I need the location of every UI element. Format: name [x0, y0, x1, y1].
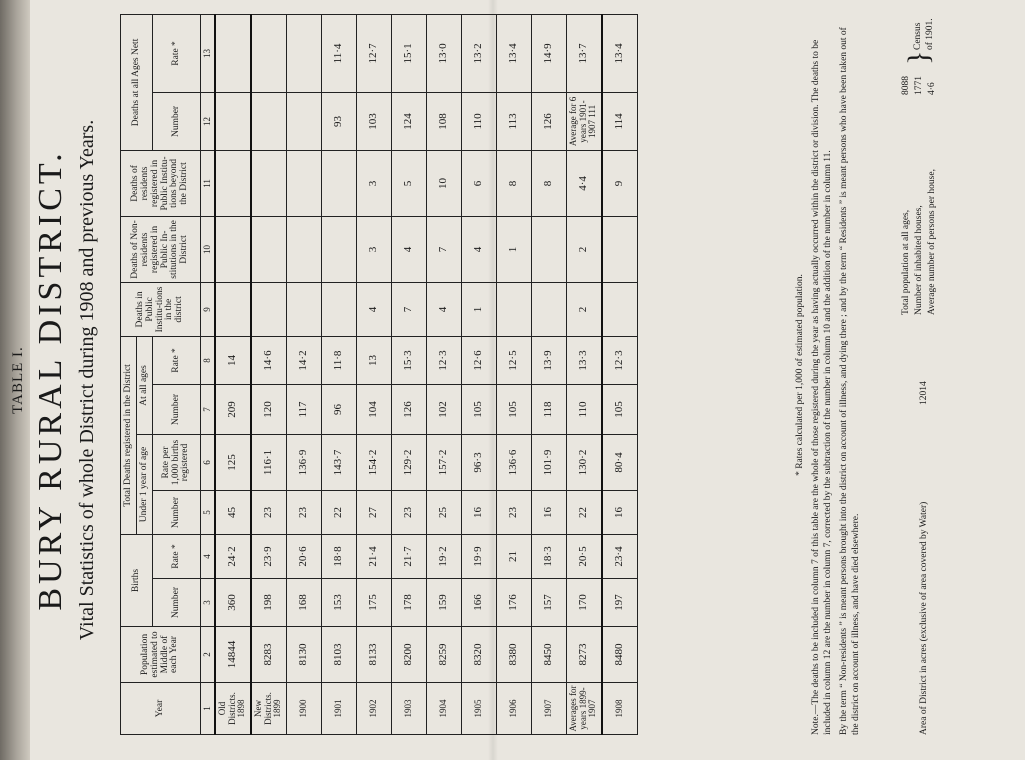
table-row	[461, 14, 496, 734]
cell-b-rate: 24·2	[215, 534, 251, 578]
cell-u-num: 45	[215, 490, 251, 534]
cell-n-num: 108	[426, 92, 461, 150]
cell-n-rate: 15·1	[391, 14, 426, 92]
cell-b-rate: 23·9	[251, 534, 287, 578]
cell-pop: 8200	[391, 627, 426, 683]
cell-u-rate: 143·7	[321, 434, 356, 490]
column-number: 8	[201, 336, 215, 384]
cell-d11: 6	[461, 150, 496, 216]
cell-year: New Districts. 1899	[251, 683, 287, 735]
vital-statistics-table	[120, 14, 638, 735]
cell-a-rate: 13·3	[566, 336, 602, 384]
cell-u-num: 27	[356, 490, 391, 534]
cell-u-num: 22	[566, 490, 602, 534]
header-under1-number: Number	[153, 490, 201, 534]
header-births: Births	[121, 534, 153, 626]
cell-d11: 8	[531, 150, 566, 216]
cell-n-rate	[286, 14, 321, 92]
cell-u-rate: 116·1	[251, 434, 287, 490]
cell-d10	[321, 216, 356, 282]
header-year: Year	[121, 683, 201, 735]
cell-u-num: 23	[496, 490, 531, 534]
cell-b-num: 197	[602, 579, 638, 627]
cell-n-rate: 13·0	[426, 14, 461, 92]
cell-d10	[215, 216, 251, 282]
cell-u-num: 25	[426, 490, 461, 534]
cell-year: 1908	[602, 683, 638, 735]
header-allages-number: Number	[153, 384, 201, 434]
cell-d9: 4	[356, 282, 391, 336]
cell-u-rate: 125	[215, 434, 251, 490]
column-number: 10	[201, 216, 215, 282]
cell-d11: 3	[356, 150, 391, 216]
header-deaths-residents: Deaths of residents registered in Public Institu-tions beyond the District	[121, 150, 201, 216]
cell-u-num: 23	[286, 490, 321, 534]
cell-pop: 8283	[251, 627, 287, 683]
cell-d11: 5	[391, 150, 426, 216]
cell-year: 1902	[356, 683, 391, 735]
cell-n-num: 126	[531, 92, 566, 150]
census-note: Census of 1901.	[913, 18, 936, 50]
cell-d9: 2	[566, 282, 602, 336]
cell-n-num: 114	[602, 92, 638, 150]
cell-a-num: 102	[426, 384, 461, 434]
table-row	[531, 14, 566, 734]
cell-a-num: 118	[531, 384, 566, 434]
cell-d11	[215, 150, 251, 216]
cell-b-num: 176	[496, 579, 531, 627]
header-allages-rate: Rate *	[153, 336, 201, 384]
cell-n-rate: 14·9	[531, 14, 566, 92]
cell-d11: 8	[496, 150, 531, 216]
houses-value: 1771	[914, 76, 924, 95]
column-number: 2	[201, 627, 215, 683]
cell-u-num: 23	[391, 490, 426, 534]
header-nett-number: Number	[153, 92, 201, 150]
cell-u-rate: 136·6	[496, 434, 531, 490]
cell-n-rate: 13·7	[566, 14, 602, 92]
column-number: 9	[201, 282, 215, 336]
cell-year: 1906	[496, 683, 531, 735]
cell-u-rate: 130·2	[566, 434, 602, 490]
header-at-all-ages: At all ages	[137, 336, 153, 434]
cell-b-rate: 23·4	[602, 534, 638, 578]
document-title: BURY RURAL DISTRICT.	[32, 149, 69, 611]
cell-d9: 7	[391, 282, 426, 336]
cell-d10: 3	[356, 216, 391, 282]
header-births-number: Number	[153, 579, 201, 627]
cell-a-rate: 12·3	[426, 336, 461, 384]
cell-d11	[251, 150, 287, 216]
column-number: 4	[201, 534, 215, 578]
table-row	[321, 14, 356, 734]
cell-a-rate: 12·5	[496, 336, 531, 384]
cell-d9	[602, 282, 638, 336]
column-number: 3	[201, 579, 215, 627]
cell-year: 1903	[391, 683, 426, 735]
cell-n-rate: 13·2	[461, 14, 496, 92]
cell-pop: 8320	[461, 627, 496, 683]
table-row	[426, 14, 461, 734]
cell-a-num: 117	[286, 384, 321, 434]
cell-b-num: 168	[286, 579, 321, 627]
cell-b-rate: 21·4	[356, 534, 391, 578]
cell-pop: 14844	[215, 627, 251, 683]
table-row	[251, 14, 287, 734]
cell-year: 1904	[426, 683, 461, 735]
column-number: 5	[201, 490, 215, 534]
brace-glyph: }	[902, 50, 935, 65]
column-number: 1	[201, 683, 215, 735]
cell-d9	[286, 282, 321, 336]
cell-b-num: 157	[531, 579, 566, 627]
cell-d10	[531, 216, 566, 282]
table-row	[496, 14, 531, 734]
cell-a-num: 120	[251, 384, 287, 434]
census-block	[900, 15, 939, 315]
area-value: 12014	[919, 381, 929, 405]
cell-d10: 2	[566, 216, 602, 282]
rates-footnote: * Rates calculated per 1,000 of estimated population.	[795, 274, 805, 476]
cell-n-num: 124	[391, 92, 426, 150]
cell-n-rate	[251, 14, 287, 92]
cell-u-num: 16	[602, 490, 638, 534]
cell-d11	[321, 150, 356, 216]
column-number: 11	[201, 150, 215, 216]
table-row	[215, 14, 251, 734]
cell-year: Averages for years 1899-1907	[566, 683, 602, 735]
cell-d9	[251, 282, 287, 336]
cell-pop: 8103	[321, 627, 356, 683]
cell-d9	[321, 282, 356, 336]
cell-a-num: 105	[602, 384, 638, 434]
cell-u-rate: 129·2	[391, 434, 426, 490]
cell-b-rate: 19·9	[461, 534, 496, 578]
cell-a-num: 96	[321, 384, 356, 434]
cell-b-num: 166	[461, 579, 496, 627]
cell-d9: 1	[461, 282, 496, 336]
cell-b-rate: 20·5	[566, 534, 602, 578]
cell-b-rate: 21	[496, 534, 531, 578]
column-number: 12	[201, 92, 215, 150]
header-deaths-nonresidents: Deaths of Non-residents registered in Public In-stitutions in the District	[121, 216, 201, 282]
column-number: 7	[201, 384, 215, 434]
cell-d10: 4	[391, 216, 426, 282]
table-label: TABLE I.	[10, 346, 26, 414]
cell-b-num: 175	[356, 579, 391, 627]
cell-pop: 8480	[602, 627, 638, 683]
cell-d10	[251, 216, 287, 282]
table-row	[356, 14, 391, 734]
cell-n-num	[286, 92, 321, 150]
cell-b-rate: 20·6	[286, 534, 321, 578]
cell-d9	[531, 282, 566, 336]
cell-b-rate: 19·2	[426, 534, 461, 578]
cell-pop: 8259	[426, 627, 461, 683]
cell-d11: 10	[426, 150, 461, 216]
cell-b-num: 153	[321, 579, 356, 627]
cell-b-num: 178	[391, 579, 426, 627]
cell-u-num: 16	[461, 490, 496, 534]
cell-a-rate: 14·2	[286, 336, 321, 384]
header-under1-rate: Rate per 1,000 births registered	[153, 434, 201, 490]
cell-d11	[286, 150, 321, 216]
cell-year: 1900	[286, 683, 321, 735]
cell-a-num: 104	[356, 384, 391, 434]
cell-a-rate: 13·9	[531, 336, 566, 384]
cell-n-rate: 12·7	[356, 14, 391, 92]
table-row	[286, 14, 321, 734]
cell-d9	[215, 282, 251, 336]
cell-year: 1905	[461, 683, 496, 735]
cell-n-num: 93	[321, 92, 356, 150]
cell-d10: 7	[426, 216, 461, 282]
cell-n-num	[251, 92, 287, 150]
cell-d10: 1	[496, 216, 531, 282]
cell-d9	[496, 282, 531, 336]
header-births-rate: Rate *	[153, 534, 201, 578]
cell-n-num	[215, 92, 251, 150]
cell-u-rate: 157·2	[426, 434, 461, 490]
header-population: Population estimated to Middle of each Year	[121, 627, 201, 683]
total-pop-value: 8088	[901, 76, 911, 95]
cell-n-rate	[215, 14, 251, 92]
cell-d10	[602, 216, 638, 282]
note-columns: Note.—The deaths to be included in column 7 of this table are the whole of those registered during the year as having actually occurred within the district or division. The deaths to be included in column 12 are the number in column 7, corrected by the subtraction of the number in column 10 and the addition of the number in column 11.	[810, 39, 833, 735]
cell-n-num: 103	[356, 92, 391, 150]
houses-label: Number of inhabited houses,	[914, 205, 924, 315]
cell-pop: 8133	[356, 627, 391, 683]
cell-pop: 8380	[496, 627, 531, 683]
cell-n-rate: 11·4	[321, 14, 356, 92]
document-subtitle: Vital Statistics of whole District during 1908 and previous Years.	[76, 119, 98, 641]
cell-u-num: 16	[531, 490, 566, 534]
cell-a-rate: 15·3	[391, 336, 426, 384]
persons-label: Average number of persons per house,	[927, 169, 937, 315]
cell-b-rate: 18·8	[321, 534, 356, 578]
cell-a-num: 110	[566, 384, 602, 434]
cell-a-num: 209	[215, 384, 251, 434]
header-deaths-public: Deaths in Public Institu-tions in the district	[121, 282, 201, 336]
cell-a-rate: 12·6	[461, 336, 496, 384]
cell-year: 1901	[321, 683, 356, 735]
cell-a-rate: 12·3	[602, 336, 638, 384]
cell-d11: 4·4	[566, 150, 602, 216]
persons-value: 4·6	[927, 82, 937, 95]
cell-a-num: 126	[391, 384, 426, 434]
cell-u-num: 23	[251, 490, 287, 534]
cell-b-num: 360	[215, 579, 251, 627]
cell-u-rate: 80·4	[602, 434, 638, 490]
cell-n-num: Average for 6 years 1901-1907 111	[566, 92, 602, 150]
header-deaths-nett: Deaths at all Ages Nett	[121, 14, 153, 150]
cell-u-rate: 101·9	[531, 434, 566, 490]
cell-year: 1907	[531, 683, 566, 735]
cell-a-num: 105	[461, 384, 496, 434]
cell-b-rate: 21·7	[391, 534, 426, 578]
cell-d10: 4	[461, 216, 496, 282]
table-notes	[795, 15, 866, 735]
area-label: Area of District in acres (exclusive of area covered by Water)	[919, 501, 929, 735]
cell-d10	[286, 216, 321, 282]
cell-b-num: 159	[426, 579, 461, 627]
table-row	[391, 14, 426, 734]
cell-u-rate: 136·9	[286, 434, 321, 490]
column-number: 6	[201, 434, 215, 490]
cell-pop: 8130	[286, 627, 321, 683]
cell-d9: 4	[426, 282, 461, 336]
note-residents: By the term “ Non-residents ” is meant persons brought into the district on account of illness, and dying there ; and by the term “ Residents ” is meant persons who have been taken out of the district on account of illness, and have died elsewhere.	[838, 27, 861, 735]
cell-a-rate: 14·6	[251, 336, 287, 384]
table-row	[602, 14, 638, 734]
header-nett-rate: Rate *	[153, 14, 201, 92]
cell-u-rate: 96·3	[461, 434, 496, 490]
cell-d11: 9	[602, 150, 638, 216]
cell-b-num: 198	[251, 579, 287, 627]
cell-b-num: 170	[566, 579, 602, 627]
cell-year: Old Districts. 1898	[215, 683, 251, 735]
cell-u-rate: 154·2	[356, 434, 391, 490]
area-line	[918, 335, 930, 735]
cell-n-rate: 13·4	[496, 14, 531, 92]
cell-n-rate: 13·4	[602, 14, 638, 92]
cell-b-rate: 18·3	[531, 534, 566, 578]
cell-u-num: 22	[321, 490, 356, 534]
header-total-deaths: Total Deaths registered in the District	[121, 336, 137, 534]
cell-a-rate: 11·8	[321, 336, 356, 384]
cell-a-rate: 14	[215, 336, 251, 384]
cell-pop: 8273	[566, 627, 602, 683]
cell-a-rate: 13	[356, 336, 391, 384]
table-row	[566, 14, 602, 734]
cell-a-num: 105	[496, 384, 531, 434]
cell-n-num: 110	[461, 92, 496, 150]
column-number: 13	[201, 14, 215, 92]
cell-n-num: 113	[496, 92, 531, 150]
total-pop-label: Total population at all ages,	[901, 209, 911, 315]
header-under-1: Under 1 year of age	[137, 434, 153, 534]
cell-pop: 8450	[531, 627, 566, 683]
